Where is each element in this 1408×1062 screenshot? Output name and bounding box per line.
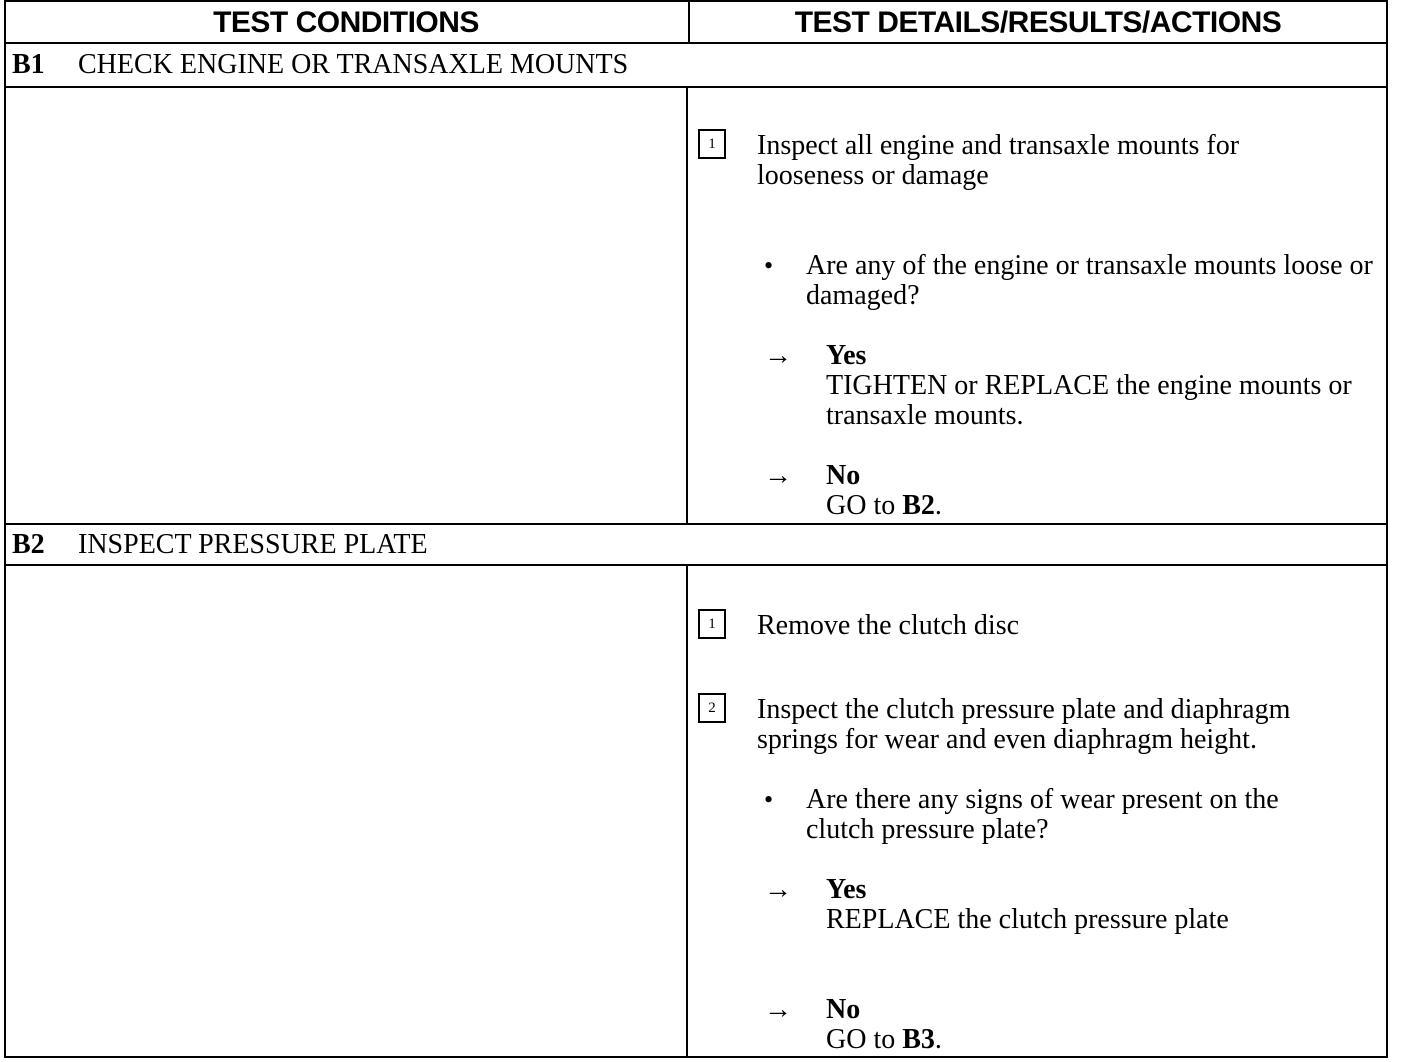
b2-column-divider — [686, 564, 688, 1058]
question-text: Are there any signs of wear present on the clutch pressure plate? — [806, 784, 1279, 845]
test-conditions-header: TEST CONDITIONS — [213, 6, 479, 39]
b1-title-divider — [4, 86, 1388, 88]
section-title: INSPECT PRESSURE PLATE — [78, 529, 428, 560]
step-text: Inspect the clutch pressure plate and diaphragm springs for wear and even diaphragm height. — [757, 694, 1291, 755]
no-action — [826, 1025, 942, 1055]
step-number-box: 1 — [698, 609, 726, 639]
question-text: Are any of the engine or transaxle mounts loose or damaged? — [806, 250, 1373, 311]
yes-label: Yes — [826, 340, 867, 371]
header-divider — [4, 42, 1388, 44]
yes-label: Yes — [826, 874, 867, 905]
no-action-text: GO to — [826, 490, 903, 521]
test-details-header: TEST DETAILS/RESULTS/ACTIONS — [794, 6, 1282, 39]
step-number-box: 2 — [698, 693, 726, 723]
section-b2-title — [12, 528, 428, 562]
go-to-reference: B2 — [902, 490, 935, 521]
section-title: CHECK ENGINE OR TRANSAXLE MOUNTS — [78, 49, 629, 80]
arrow-right-icon: → — [764, 340, 792, 371]
b2-title-divider — [4, 564, 1388, 566]
no-action-suffix: . — [934, 490, 942, 521]
step-text: Remove the clutch disc — [757, 610, 1020, 641]
no-action-suffix: . — [934, 1024, 942, 1055]
arrow-right-icon: → — [764, 874, 792, 905]
yes-action: TIGHTEN or REPLACE the engine mounts or transaxle mounts. — [826, 370, 1352, 431]
no-label: No — [826, 994, 861, 1025]
step-text: Inspect all engine and transaxle mounts for looseness or damage — [757, 130, 1240, 191]
b1-end-divider — [4, 523, 1388, 525]
section-code: B2 — [12, 529, 45, 560]
no-label: No — [826, 460, 861, 491]
bullet-icon: • — [764, 251, 774, 280]
go-to-reference: B3 — [902, 1024, 935, 1055]
arrow-right-icon: → — [764, 994, 792, 1025]
step-number-box: 1 — [698, 129, 726, 159]
b1-column-divider — [686, 86, 688, 523]
no-action-text: GO to — [826, 1024, 903, 1055]
no-action — [826, 491, 942, 521]
arrow-right-icon: → — [764, 460, 792, 491]
section-b1-title — [12, 48, 628, 82]
yes-action: REPLACE the clutch pressure plate — [826, 904, 1229, 935]
bullet-icon: • — [764, 785, 774, 814]
section-code: B1 — [12, 49, 45, 80]
